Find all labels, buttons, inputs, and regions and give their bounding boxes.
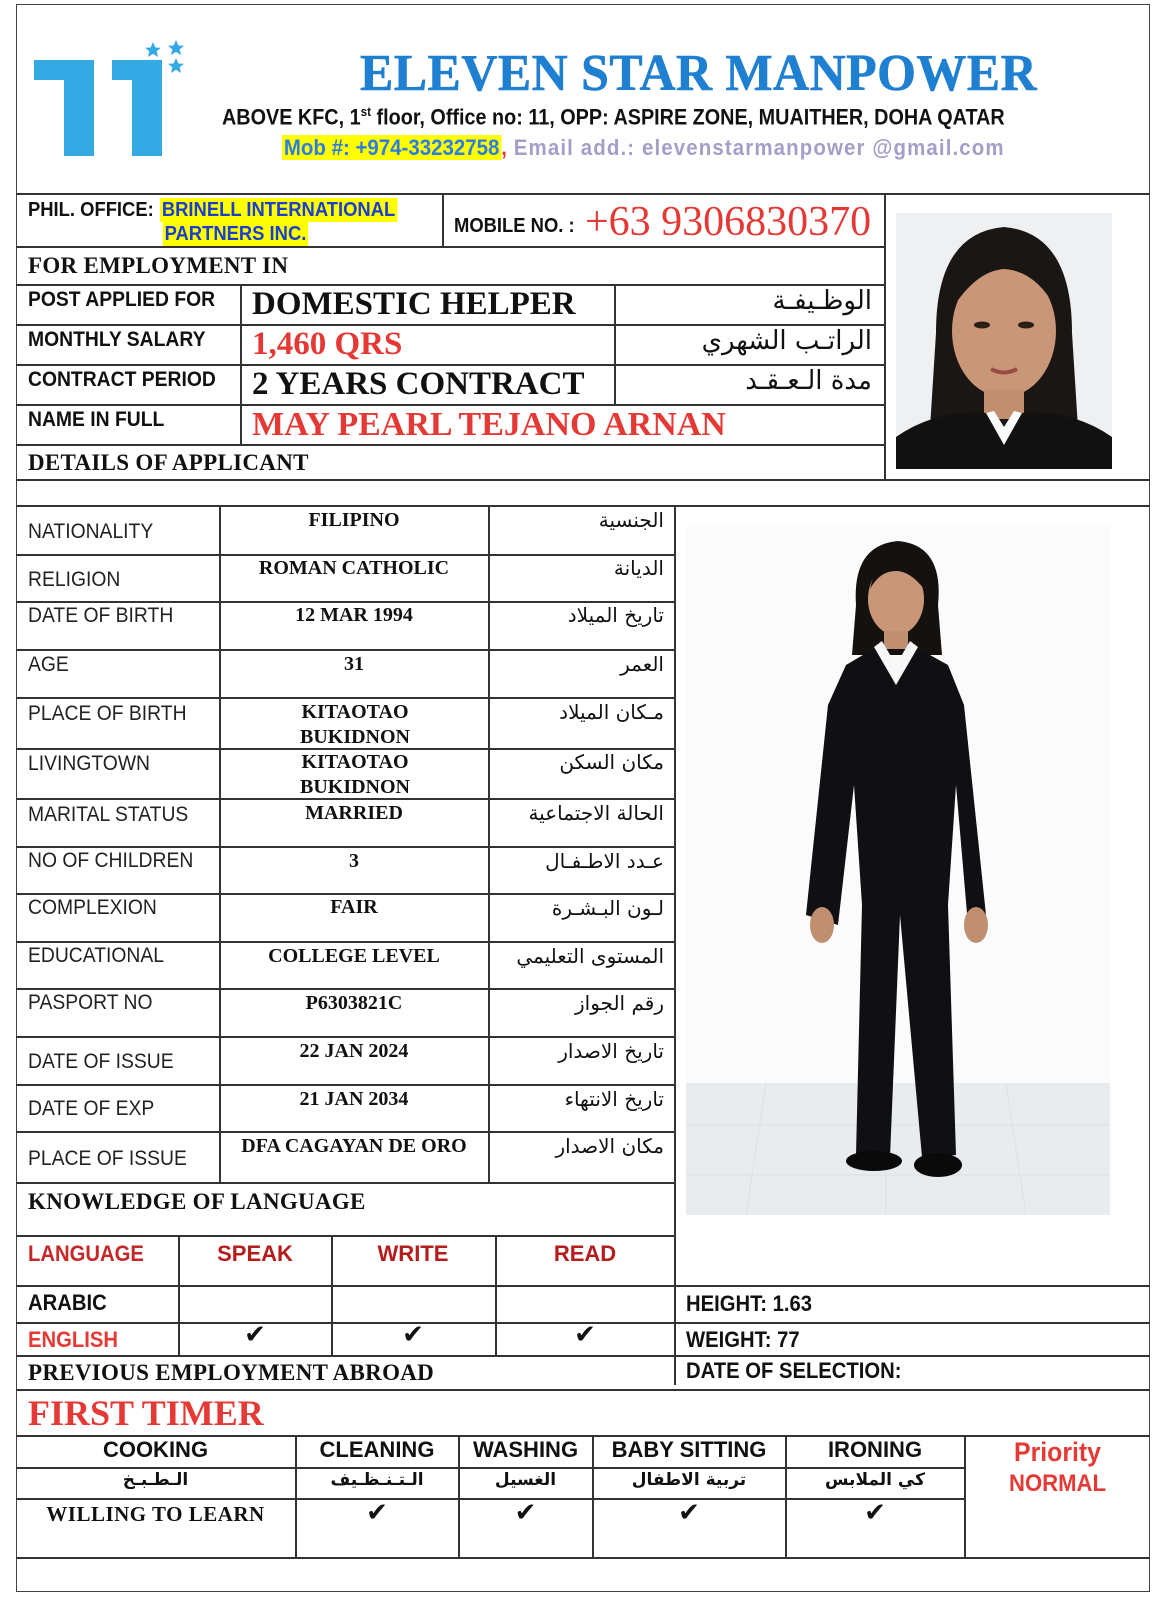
row-line <box>16 1557 1150 1559</box>
phil-office-name-line1: BRINELL INTERNATIONAL <box>161 199 396 221</box>
phil-office-name <box>160 198 397 246</box>
children-value: 3 <box>349 850 359 872</box>
company-mobile: Mob #: +974-33232758 <box>283 135 500 160</box>
children-label: NO OF CHILDREN <box>28 849 194 872</box>
row-line <box>16 1355 1150 1357</box>
row-line <box>16 505 1150 507</box>
marital-arabic: الحالة الاجتماعية <box>528 801 664 825</box>
nationality-label: NATIONALITY <box>28 520 154 543</box>
skill-cooking-header: COOKING <box>102 1437 209 1462</box>
contact-comma: , <box>501 135 507 160</box>
livingtown-label: LIVINGTOWN <box>28 752 151 775</box>
row-line <box>16 1285 1150 1287</box>
salary-label: MONTHLY SALARY <box>28 328 206 351</box>
age-arabic: العمر <box>620 652 664 676</box>
row-line <box>16 479 1150 481</box>
row-line <box>16 1235 674 1237</box>
marital-value: MARRIED <box>305 802 403 824</box>
nationality-arabic: الجنسية <box>598 508 664 532</box>
name-label: NAME IN FULL <box>28 408 165 431</box>
language-col-header: LANGUAGE <box>28 1241 144 1266</box>
issue-date-value: 22 JAN 2024 <box>299 1040 409 1062</box>
english-speak-check: ✔ <box>244 1320 266 1350</box>
pob-label: PLACE OF BIRTH <box>28 702 187 725</box>
speak-col-header: SPEAK <box>217 1241 293 1266</box>
contract-label: CONTRACT PERIOD <box>28 368 216 391</box>
english-read-check: ✔ <box>574 1320 596 1350</box>
emp-col-divider <box>614 284 616 404</box>
english-language: ENGLISH <box>28 1327 118 1352</box>
row-line <box>16 649 674 651</box>
issue-date-label: DATE OF ISSUE <box>28 1050 174 1073</box>
contract-value: 2 YEARS CONTRACT <box>252 366 585 402</box>
company-email: Email add.: elevenstarmanpower @gmail.com <box>506 135 1005 160</box>
exp-date-value: 21 JAN 2034 <box>299 1088 409 1110</box>
row-line <box>16 1084 674 1086</box>
details-col-divider <box>488 505 490 1182</box>
skill-ironing-value: ✔ <box>864 1498 886 1528</box>
full-name-value: MAY PEARL TEJANO ARNAN <box>252 406 726 443</box>
complexion-value: FAIR <box>330 896 378 918</box>
company-address <box>222 104 1005 130</box>
passport-arabic: رقم الجواز <box>575 991 664 1015</box>
skill-cooking-value: WILLING TO LEARN <box>46 1502 265 1526</box>
row-line <box>16 1467 964 1469</box>
priority-label: Priority <box>1014 1437 1101 1467</box>
livingtown-arabic: مكان السكن <box>559 750 664 774</box>
skill-cleaning-value: ✔ <box>366 1498 388 1528</box>
mobile-label: MOBILE NO. : <box>454 215 575 237</box>
skills-col-divider <box>964 1435 966 1557</box>
english-write-check: ✔ <box>402 1320 424 1350</box>
skill-babysitting-header: BABY SITTING <box>611 1437 767 1462</box>
passport-value: P6303821C <box>305 992 403 1014</box>
details-col-divider <box>219 505 221 1182</box>
skill-cleaning-arabic: الـتـنـظـيف <box>330 1470 424 1490</box>
skill-cooking-arabic: الـطـبـخ <box>122 1470 189 1490</box>
education-label: EDUCATIONAL <box>28 944 164 967</box>
address-part-b: floor, Office no: 11, OPP: ASPIRE ZONE, MUAITHER, DOHA QATAR <box>371 104 1005 130</box>
pob-value: KITAOTAO BUKIDNON <box>299 701 410 748</box>
skill-washing-value: ✔ <box>514 1498 537 1528</box>
write-col-header: WRITE <box>377 1241 449 1266</box>
issue-place-arabic: مكان الاصدار <box>555 1134 664 1158</box>
row-line <box>16 1036 674 1038</box>
phil-office-label: PHIL. OFFICE: <box>28 199 154 221</box>
skill-babysitting-value: ✔ <box>678 1498 700 1528</box>
header-divider <box>16 193 1150 195</box>
dob-value: 12 MAR 1994 <box>295 604 413 626</box>
row-line <box>16 941 674 943</box>
row-line <box>16 697 674 699</box>
row-line <box>16 1389 1150 1391</box>
children-arabic: عـدد الاطـفـال <box>545 849 664 873</box>
age-label: AGE <box>28 653 69 676</box>
date-of-selection-field: DATE OF SELECTION: <box>686 1358 902 1383</box>
employment-heading: FOR EMPLOYMENT IN <box>28 253 289 278</box>
weight-field: WEIGHT: 77 <box>686 1327 800 1352</box>
skill-washing-header: WASHING <box>472 1437 579 1462</box>
exp-date-label: DATE OF EXP <box>28 1097 155 1120</box>
language-heading: KNOWLEDGE OF LANGUAGE <box>28 1189 366 1214</box>
education-arabic: المستوى التعليمي <box>516 944 664 968</box>
company-logo <box>30 38 190 158</box>
logo-graphic <box>30 38 190 158</box>
height-field: HEIGHT: 1.63 <box>686 1291 812 1316</box>
previous-employment-heading: PREVIOUS EMPLOYMENT ABROAD <box>28 1360 435 1385</box>
details-heading: DETAILS OF APPLICANT <box>28 450 309 475</box>
emp-col-divider <box>240 284 242 444</box>
mobile-value: +63 9306830370 <box>585 199 872 245</box>
applicant-full-body-photo <box>686 525 1110 1215</box>
post-label: POST APPLIED FOR <box>28 288 216 311</box>
complexion-label: COMPLEXION <box>28 896 157 919</box>
salary-arabic: الراتـب الشهري <box>701 326 872 356</box>
previous-employment-value: FIRST TIMER <box>28 1393 264 1433</box>
arabic-language: ARABIC <box>28 1290 107 1315</box>
applicant-headshot <box>896 213 1112 469</box>
phil-office-name-line2: PARTNERS INC. <box>164 223 307 245</box>
company-name: ELEVEN STAR MANPOWER <box>360 45 1038 102</box>
details-col-divider <box>674 505 676 1385</box>
exp-date-arabic: تاريخ الانتهاء <box>564 1087 664 1111</box>
skill-ironing-header: IRONING <box>827 1437 923 1462</box>
issue-date-arabic: تاريخ الاصدار <box>558 1039 664 1063</box>
pob-arabic: مـكان الميلاد <box>559 700 664 724</box>
row-line <box>16 1182 674 1184</box>
row-line <box>16 246 884 248</box>
dob-arabic: تاريخ الميلاد <box>567 603 664 627</box>
row-line <box>16 988 674 990</box>
row-line <box>16 444 884 446</box>
dob-label: DATE OF BIRTH <box>28 604 174 627</box>
phil-divider <box>442 193 444 247</box>
row-line <box>16 846 674 848</box>
livingtown-value: KITAOTAO BUKIDNON <box>299 751 410 798</box>
address-sup: st <box>360 104 372 119</box>
post-value: DOMESTIC HELPER <box>252 286 576 322</box>
religion-arabic: الديانة <box>613 556 664 580</box>
nationality-value: FILIPINO <box>308 509 400 531</box>
read-col-header: READ <box>553 1241 617 1266</box>
age-value: 31 <box>344 653 364 675</box>
complexion-arabic: لـون البـشـرة <box>551 896 664 920</box>
issue-place-label: PLACE OF ISSUE <box>28 1147 187 1170</box>
skill-cleaning-header: CLEANING <box>319 1437 435 1462</box>
address-part-a: ABOVE KFC, 1 <box>222 104 361 130</box>
passport-label: PASPORT NO <box>28 991 153 1014</box>
marital-label: MARITAL STATUS <box>28 803 189 826</box>
issue-place-value: DFA CAGAYAN DE ORO <box>241 1135 467 1157</box>
headshot-image <box>896 213 1112 469</box>
religion-label: RELIGION <box>28 568 121 591</box>
contract-arabic: مدة الـعـقـد <box>745 366 872 396</box>
row-line <box>16 1131 674 1133</box>
salary-value: 1,460 QRS <box>252 326 403 362</box>
religion-value: ROMAN CATHOLIC <box>258 557 450 579</box>
full-body-image <box>686 525 1110 1215</box>
priority-value: NORMAL <box>1009 1470 1106 1497</box>
skill-washing-arabic: الغسيل <box>494 1470 557 1490</box>
skill-ironing-arabic: كي الملابس <box>825 1470 925 1490</box>
company-contact <box>282 135 1045 161</box>
photo-divider <box>884 193 886 479</box>
skill-babysitting-arabic: تربية الاطفال <box>631 1470 747 1490</box>
education-value: COLLEGE LEVEL <box>268 945 440 967</box>
post-arabic: الوظـيفـة <box>772 286 872 316</box>
